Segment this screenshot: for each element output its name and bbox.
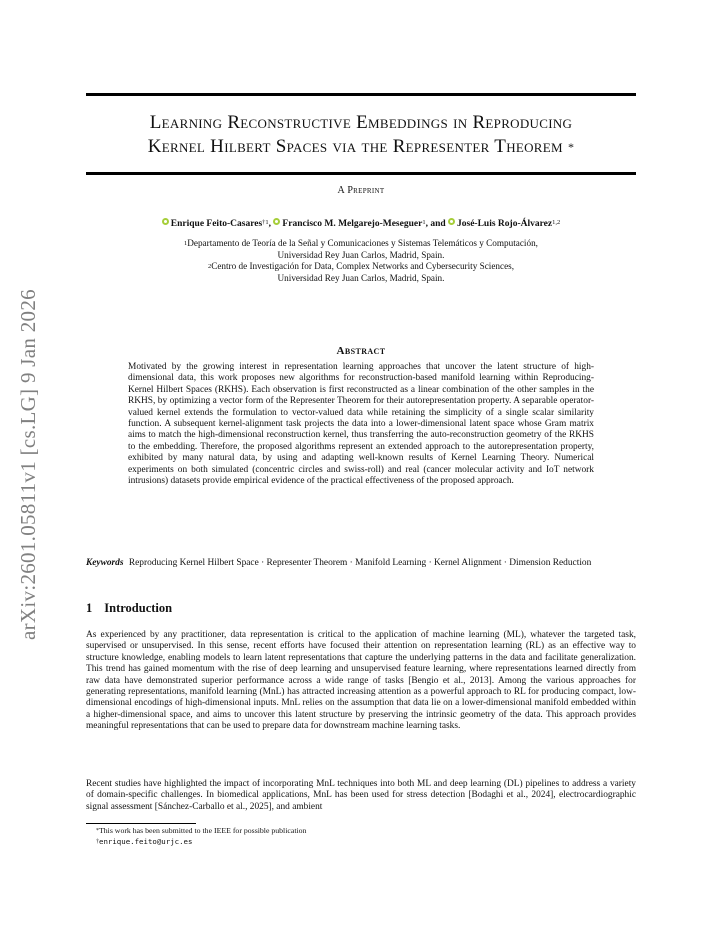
section-heading (86, 601, 636, 616)
author-affiliation-mark: †1 (262, 219, 269, 226)
keywords (86, 558, 636, 570)
abstract-heading: Abstract (336, 345, 386, 357)
orcid-icon[interactable] (448, 218, 455, 225)
title-top-rule (86, 93, 636, 96)
affiliation-2-line-2: Universidad Rey Juan Carlos, Madrid, Spain. (277, 272, 445, 283)
author-affiliation-mark: 1,2 (552, 219, 561, 226)
affiliation-1-line-2: Universidad Rey Juan Carlos, Madrid, Spain. (277, 249, 445, 260)
author-name: Enrique Feito-Casares (170, 219, 263, 229)
keywords-list: Reproducing Kernel Hilbert Space · Representer Theorem · Manifold Learning · Kernel Alignment · Dimension Reduction (128, 558, 592, 568)
title-line-2: Kernel Hilbert Spaces via the Representer Theorem * (147, 136, 575, 157)
footnote-rule (86, 823, 196, 824)
title-line-1: Learning Reconstructive Embeddings in Reproducing (149, 112, 573, 133)
author-name: José-Luis Rojo-Álvarez (457, 219, 553, 229)
author-separator: , (268, 219, 272, 229)
preprint-label: A Preprint (337, 185, 385, 196)
footnote-1 (96, 826, 636, 836)
footnote-text: This work has been submitted to the IEEE for possible publication (99, 826, 307, 835)
abstract-text: Motivated by the growing interest in representation learning approaches that uncover the latent structure of high-dimensional data, this work proposes new algorithms for reconstruction-based manifold learning within Reproducing-Kernel Hilbert Spaces (RKHS). Each observation is first reconstructed as a linear combination of the other samples in the RKHS, by optimizing a vector form of the Representer Theorem for their autorepresentation property. A separable operator-valued kernel extends the formulation to vector-valued data while retaining the simplicity of a single scalar similarity function. A subsequent kernel-alignment task projects the data into a lower-dimensional latent space whose Gram matrix aims to match the high-dimensional reconstruction kernel, thus transferring the auto-reconstruction geometry of the RKHS to the embedding. Therefore, the proposed algorithms represent an extended approach to the autorepresentation property, exhibited by many natural data, by using and adapting well-known results of Kernel Learning Theory. Numerical experiments on both simulated (concentric circles and swiss-roll) and real (cancer molecular activity and IoT network intrusions) datasets provide empirical evidence of the practical effectiveness of the proposed approach. (128, 362, 594, 487)
title-bottom-rule (86, 172, 636, 175)
author-affiliation-mark: 1 (422, 219, 426, 226)
footnote-2 (96, 837, 636, 847)
section-number: 1 (86, 601, 93, 615)
title-footnote-mark: * (567, 140, 575, 154)
footnote-mark: † (96, 839, 99, 845)
keywords-label: Keywords (86, 558, 124, 568)
section-title: Introduction (104, 601, 173, 615)
affiliation-1-line-1: $^1$Departamento de Teoría de la Señal y Comunicaciones y Sistemas Telemáticos y Computación, (184, 238, 538, 248)
affiliations (86, 238, 636, 284)
author-separator: , and (425, 219, 446, 229)
orcid-icon[interactable] (162, 218, 169, 225)
author-list (86, 219, 636, 229)
author-email-link[interactable]: enrique.feito@urjc.es (99, 837, 193, 846)
author-name: Francisco M. Melgarejo-Meseguer (282, 219, 423, 229)
footnote-mark: * (96, 828, 99, 834)
intro-paragraph-2: Recent studies have highlighted the impact of incorporating MnL techniques into both ML and deep learning (DL) pipelines to address a variety of domain-specific challenges. In biomedical applications, MnL has been used for stress detection [Bodaghi et al., 2024], electrocardiographic signal assessment [Sánchez-Carballo et al., 2025], and ambient (86, 779, 636, 812)
orcid-icon[interactable] (273, 218, 280, 225)
arxiv-side-stamp: arXiv:2601.05811v1 [cs.LG] 9 Jan 2026 (16, 289, 40, 640)
intro-paragraph-1: As experienced by any practitioner, data representation is critical to the application of machine learning (ML), whatever the targeted task, supervised or unsupervised. In this sense, recent efforts have focused their attention on representation learning (RL) as an effective way to structure knowledge, enabling models to learn latent representations that capture the underlying patterns in the data and facilitate generalization. This trend has gained momentum with the rise of deep learning and unsupervised feature learning, where representations learned directly from raw data have demonstrated superior performance across a wide range of tasks [Bengio et al., 2013]. Among the various approaches for generating representations, manifold learning (MnL) has attracted increasing attention as a powerful approach to RL for producing compact, low-dimensional encodings of high-dimensional inputs. MnL relies on the assumption that data lie on a lower-dimensional manifold embedded within a higher-dimensional space, and aims to uncover this latent structure by preserving the intrinsic geometry of the data. This approach provides meaningful representations that can be used to prepare data for downstream machine learning tasks. (86, 630, 636, 732)
paper-title (86, 111, 636, 159)
affiliation-2-line-1: $^2$Centro de Investigación for Data, Complex Networks and Cybersecurity Sciences, (207, 261, 515, 272)
